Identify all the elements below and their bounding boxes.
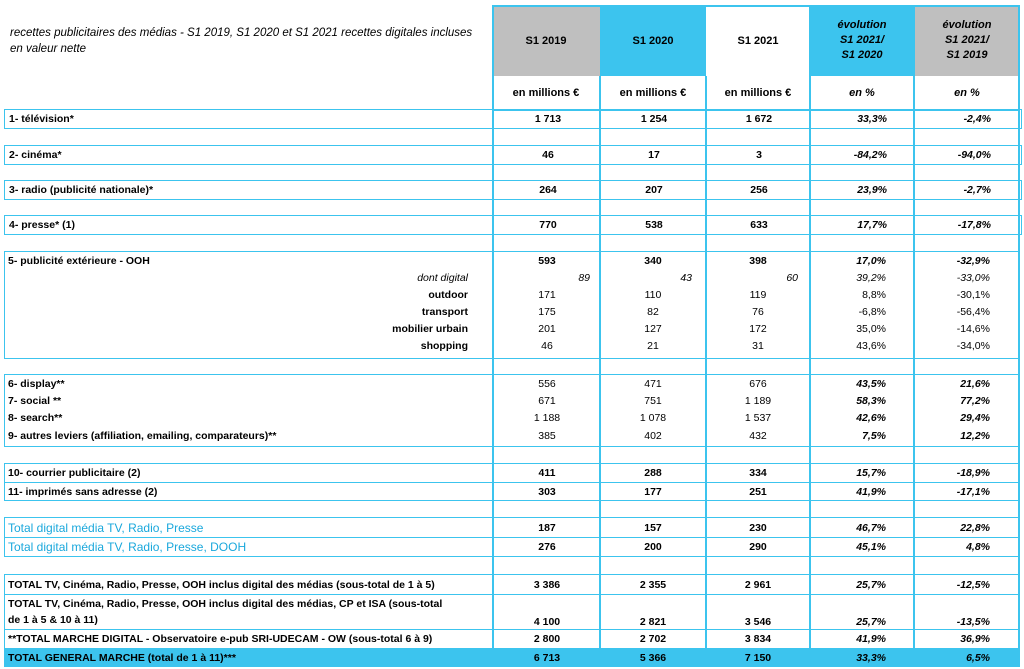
header-evolution-2021-2019: évolution S1 2021/ S1 2019: [914, 5, 1020, 76]
table-row: 3- radio (publicité nationale)* 264 207 256 23,9% -2,7%: [4, 180, 1022, 200]
col-separator: [599, 76, 601, 667]
col-separator: [492, 5, 494, 667]
unit-s1-2021: en millions €: [724, 87, 792, 99]
table-row: 5- publicité extérieure - OOH 593 340 398 17,0% -32,9%: [8, 254, 990, 267]
table-row: 4- presse* (1) 770 538 633 17,7% -17,8%: [4, 215, 1022, 235]
table-row: outdoor 171 110 119 8,8% -30,1%: [428, 288, 990, 301]
table-row: mobilier urbain 201 127 172 35,0% -14,6%: [392, 322, 990, 335]
header-s1-2021: S1 2021: [737, 34, 779, 47]
table-row: 7- social ** 671 751 1 189 58,3% 77,2%: [8, 394, 990, 407]
table-row: 2- cinéma* 46 17 3 -84,2% -94,0%: [4, 145, 1022, 165]
table-row: 1- télévision* 1 713 1 254 1 672 33,3% -2,4%: [4, 109, 1022, 129]
col-separator: [1018, 5, 1020, 667]
table-row: shopping 46 21 31 43,6% -34,0%: [420, 339, 990, 352]
table-row: transport 175 82 76 -6,8% -56,4%: [421, 305, 990, 318]
table-row: dont digital 89 43 60 39,2% -33,0%: [417, 271, 990, 284]
col-separator: [705, 76, 707, 667]
header-evolution-2021-2020: évolution S1 2021/ S1 2020: [810, 5, 914, 76]
table-row: **TOTAL MARCHE DIGITAL - Observatoire e-pub SRI-UDECAM - OW (sous-total 6 à 9) 2 800 2 702 3 834 41,9% 36,9%: [4, 629, 1020, 648]
table-row: Total digital média TV, Radio, Presse, DOOH 276 200 290 45,1% 4,8%: [4, 537, 1020, 556]
table-row: Total digital média TV, Radio, Presse 187 157 230 46,7% 22,8%: [8, 520, 990, 535]
table-row: 8- search** 1 188 1 078 1 537 42,6% 29,4%: [8, 411, 990, 424]
table-row: 10- courrier publicitaire (2) 411 288 334 15,7% -18,9%: [8, 467, 990, 479]
table-row: 6- display** 556 471 676 43,5% 21,6%: [8, 377, 990, 390]
unit-s1-2019: en millions €: [512, 87, 580, 99]
header-s1-2019: S1 2019: [492, 5, 600, 76]
table-row: 11- imprimés sans adresse (2) 303 177 251 41,9% -17,1%: [4, 482, 1020, 500]
unit-s1-2020: en millions €: [619, 87, 687, 99]
header-s1-2020: S1 2020: [600, 5, 706, 76]
table-row: 9- autres leviers (affiliation, emailing, comparateurs)** 385 402 432 7,5% 12,2%: [8, 429, 990, 442]
header-top-border: [492, 5, 1020, 7]
table-row: TOTAL TV, Cinéma, Radio, Presse, OOH inclus digital des médias (sous-total de 1 à 5) 3 386 2 355 2 961 25,7% -12,5%: [8, 578, 990, 591]
unit-evolution-2: en %: [954, 87, 980, 99]
total-general-row: TOTAL GENERAL MARCHE (total de 1 à 11)*** 6 713 5 366 7 150 33,3% 6,5%: [4, 648, 1020, 667]
col-separator: [913, 5, 915, 667]
unit-evolution-1: en %: [849, 87, 875, 99]
table-title: recettes publicitaires des médias - S1 2019, S1 2020 et S1 2021 recettes digitales incluses en valeur nette: [10, 26, 473, 55]
table-row: TOTAL TV, Cinéma, Radio, Presse, OOH inclus digital des médias, CP et ISA (sous-total de 1 à 5 & 10 à 11) 4 100 2 821 3 546 25,7% -13,5%: [4, 594, 1020, 629]
col-separator: [809, 5, 811, 667]
